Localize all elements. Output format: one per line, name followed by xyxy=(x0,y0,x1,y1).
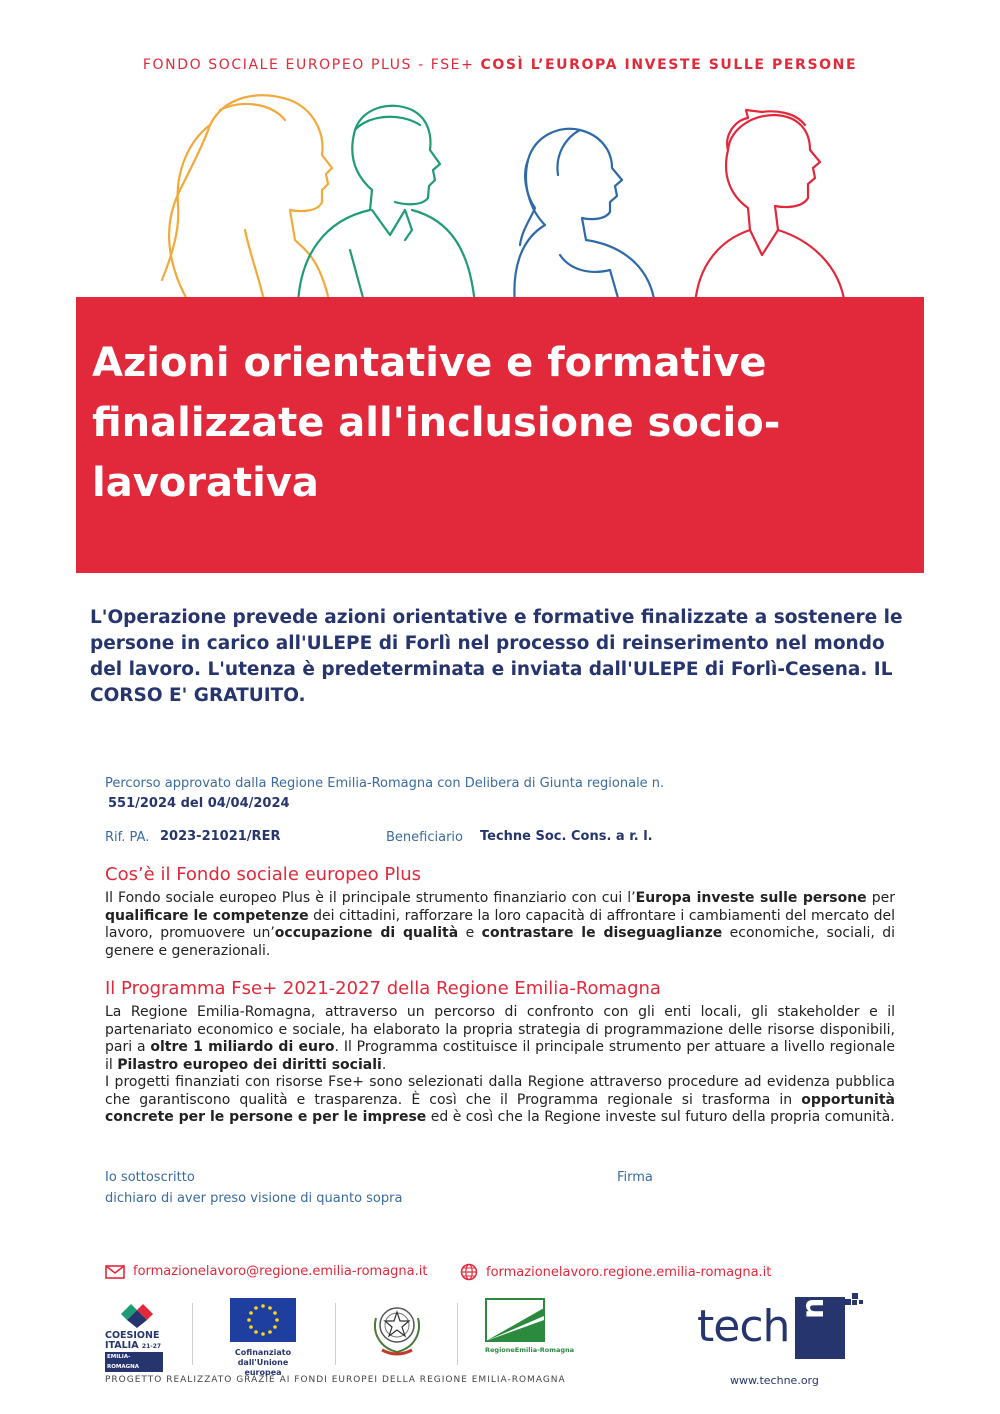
techne-ne: ne xyxy=(796,1277,831,1319)
coesione-years: 21-27 xyxy=(141,1343,162,1350)
section2-paragraph: La Regione Emilia-Romagna, attraverso un percorso di confronto con gli enti locali, gli stakeholder e il partenariato economico e sociale, ha elaborato la propria strategia di programmazione delle risorse disponibili, pari a oltre 1 miliardo di euro. Il Programma costituisce il principale strumento per attuare a livello regionale il Pilastro europeo dei diritti sociali. I progetti finanziati con risorse Fse+ sono selezionati dalla Regione attraverso procedure ad evidenza pubblica che garantiscono qualità e trasparenza. È così che il Programma regionale si trasforma in opportunità concrete per le persone e per le imprese ed è così che la Regione investe sul futuro della propria comunità. xyxy=(105,1004,896,1125)
coesione-line1: COESIONE xyxy=(105,1330,160,1341)
person-red-icon xyxy=(695,110,845,305)
regione-flag-icon xyxy=(485,1298,545,1342)
rif-label: Rif. PA. xyxy=(105,830,150,845)
title-box xyxy=(76,297,924,573)
website-contact[interactable] xyxy=(460,1263,771,1281)
logo-divider xyxy=(457,1303,458,1365)
regione-caption: RegioneEmilia-Romagna xyxy=(485,1346,575,1354)
fund-name: FONDO SOCIALE EUROPEO PLUS - FSE+ xyxy=(142,57,475,73)
techne-pixels-icon xyxy=(845,1293,865,1313)
coesione-line2: ITALIA xyxy=(105,1340,139,1351)
undersigned-label: Io sottoscritto xyxy=(105,1170,195,1185)
beneficiary-value: Techne Soc. Cons. a r. l. xyxy=(480,829,653,844)
slogan: COSÌ L’EUROPA INVESTE SULLE PERSONE xyxy=(480,57,858,73)
coesione-mark-icon xyxy=(117,1298,157,1330)
person-green-icon xyxy=(298,106,475,305)
coesione-italia-logo xyxy=(105,1298,165,1368)
techne-url[interactable]: www.techne.org xyxy=(730,1374,819,1387)
eu-logo xyxy=(230,1298,300,1377)
approval-number: 551/2024 del 04/04/2024 xyxy=(108,796,290,811)
techne-word: tech xyxy=(697,1301,790,1352)
eu-caption-line2: dall'Unione europea xyxy=(237,1358,289,1377)
person-blue-icon xyxy=(514,129,655,305)
eu-caption-line1: Cofinanziato xyxy=(234,1348,292,1357)
italian-republic-emblem-icon xyxy=(368,1298,426,1360)
section1-title: Cos’è il Fondo sociale europeo Plus xyxy=(105,864,421,885)
eu-flag-icon xyxy=(230,1298,296,1342)
signature-label: Firma xyxy=(617,1170,653,1185)
header-line xyxy=(0,57,1000,73)
section1-paragraph: Il Fondo sociale europeo Plus è il principale strumento finanziario con cui l’Europa investe sulle persone per qualificare le competenze dei cittadini, rafforzare la loro capacità di affrontare i cambiamenti del mercato del lavoro, promuovere un’occupazione di qualità e contrastare le diseguaglianze economiche, sociali, di genere e generazionali. xyxy=(105,890,896,959)
page-title: Azioni orientative e formative finalizzate all'inclusione socio-lavorativa xyxy=(92,340,781,506)
beneficiary-label: Beneficiario xyxy=(386,830,463,845)
declaration-text: dichiaro di aver preso visione di quanto sopra xyxy=(105,1191,403,1206)
website-link[interactable]: formazionelavoro.regione.emilia-romagna.it xyxy=(486,1264,772,1280)
logo-divider xyxy=(192,1303,193,1365)
intro-paragraph: L'Operazione prevede azioni orientative e formative finalizzate a sostenere le persone in carico all'ULEPE di Forlì nel processo di reinserimento nel mondo del lavoro. L'utenza è predeterminata e inviata dall'ULEPE di Forlì-Cesena. IL CORSO E' GRATUITO. xyxy=(90,607,903,706)
techne-logo xyxy=(697,1277,867,1363)
rif-value: 2023-21021/RER xyxy=(160,829,281,844)
email-link[interactable]: formazionelavoro@regione.emilia-romagna.it xyxy=(133,1264,428,1279)
techne-block xyxy=(795,1277,845,1359)
approval-text: Percorso approvato dalla Regione Emilia-Romagna con Delibera di Giunta regionale n. xyxy=(105,776,665,791)
envelope-icon xyxy=(105,1265,125,1279)
email-contact[interactable] xyxy=(105,1264,427,1279)
regione-emilia-romagna-logo xyxy=(485,1298,575,1368)
people-illustration xyxy=(150,80,850,305)
globe-icon xyxy=(460,1263,478,1281)
footer-text: PROGETTO REALIZZATO GRAZIE AI FONDI EUROPEI DELLA REGIONE EMILIA-ROMAGNA xyxy=(105,1375,566,1385)
coesione-region: EMILIA-ROMAGNA xyxy=(105,1352,163,1372)
section2-title: Il Programma Fse+ 2021-2027 della Regione Emilia-Romagna xyxy=(105,978,661,999)
person-orange-icon xyxy=(162,95,332,305)
logo-divider xyxy=(335,1303,336,1365)
